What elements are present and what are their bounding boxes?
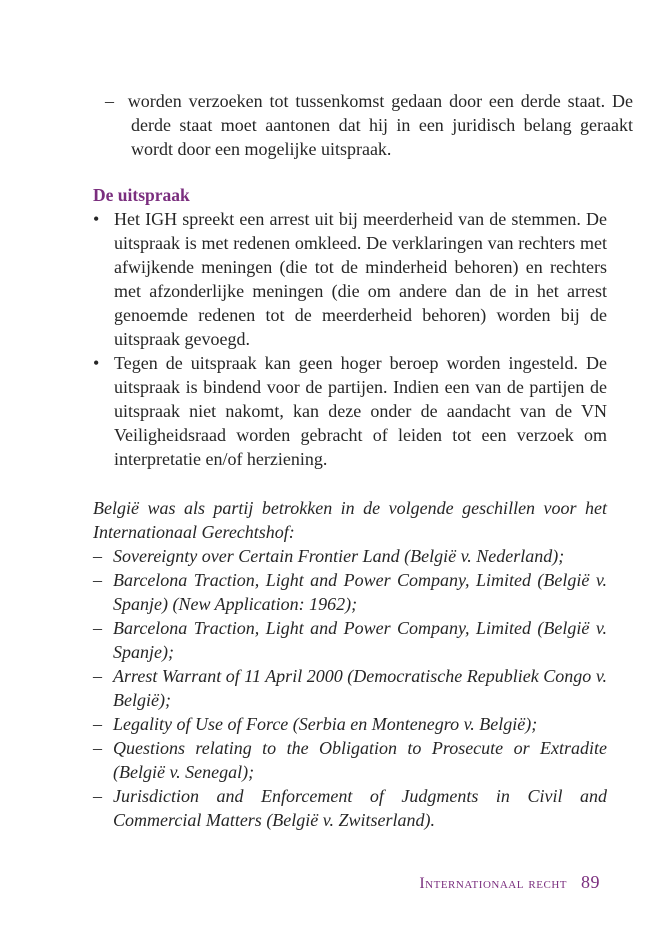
case-text: Jurisdiction and Enforcement of Judgments in Civil and Commercial Matters (België v. Zwitserland).	[113, 786, 607, 830]
case-item	[93, 736, 607, 784]
page-footer	[419, 870, 600, 896]
dash-marker: –	[93, 786, 102, 806]
case-item	[93, 664, 607, 712]
bullet-item	[93, 351, 607, 471]
running-head: Internationaal recht	[419, 875, 567, 892]
bullet-text: Het IGH spreekt een arrest uit bij meerderheid van de stemmen. De uitspraak is met redenen omkleed. De verklaringen van rechters met afwijkende meningen (die tot de minderheid behoren) en rechters met afzonderlijke meningen (die om andere dan de in het arrest genoemde redenen tot de meerderheid behoren) worden bij de uitspraak gevoegd.	[114, 209, 607, 349]
bullet-icon	[93, 207, 107, 231]
bullet-icon	[93, 351, 107, 375]
page-number: 89	[581, 872, 600, 892]
case-item	[93, 616, 607, 664]
case-text: Barcelona Traction, Light and Power Company, Limited (België v. Spanje);	[113, 618, 607, 662]
case-text: Sovereignty over Certain Frontier Land (België v. Nederland);	[113, 546, 565, 566]
bullet-list	[93, 207, 607, 471]
case-item	[93, 712, 607, 736]
case-text: Legality of Use of Force (Serbia en Montenegro v. België);	[113, 714, 538, 734]
dash-marker: –	[93, 666, 102, 686]
dash-marker: –	[93, 570, 102, 590]
case-item	[93, 784, 607, 832]
dash-marker: –	[93, 714, 102, 734]
dash-marker: –	[93, 546, 102, 566]
case-text: Barcelona Traction, Light and Power Company, Limited (België v. Spanje) (New Application: 1962);	[113, 570, 607, 614]
case-item	[93, 544, 607, 568]
case-text: Questions relating to the Obligation to Prosecute or Extradite (België v. Senegal);	[113, 738, 607, 782]
bullet-item	[93, 207, 607, 351]
dash-list-item	[105, 89, 633, 161]
dash-marker: –	[105, 91, 114, 111]
dash-marker: –	[93, 738, 102, 758]
bullet-text: Tegen de uitspraak kan geen hoger beroep worden ingesteld. De uitspraak is bindend voor de partijen. Indien een van de partijen de uitspraak niet nakomt, kan deze onder de aandacht van de VN Veiligheidsraad worden gebracht of leiden tot een verzoek om interpretatie en/of herziening.	[114, 353, 607, 469]
case-list	[93, 544, 607, 832]
case-text: Arrest Warrant of 11 April 2000 (Democratische Republiek Congo v. België);	[113, 666, 607, 710]
section-heading: De uitspraak	[93, 185, 190, 205]
dash-item-text: worden verzoeken tot tussenkomst gedaan door een derde staat. De derde staat moet aantonen dat hij in een juridisch belang geraakt wordt door een mogelijke uitspraak.	[127, 91, 633, 159]
dash-marker: –	[93, 618, 102, 638]
cases-intro: België was als partij betrokken in de volgende geschillen voor het Internationaal Gerechtshof:	[93, 498, 607, 542]
case-item	[93, 568, 607, 616]
